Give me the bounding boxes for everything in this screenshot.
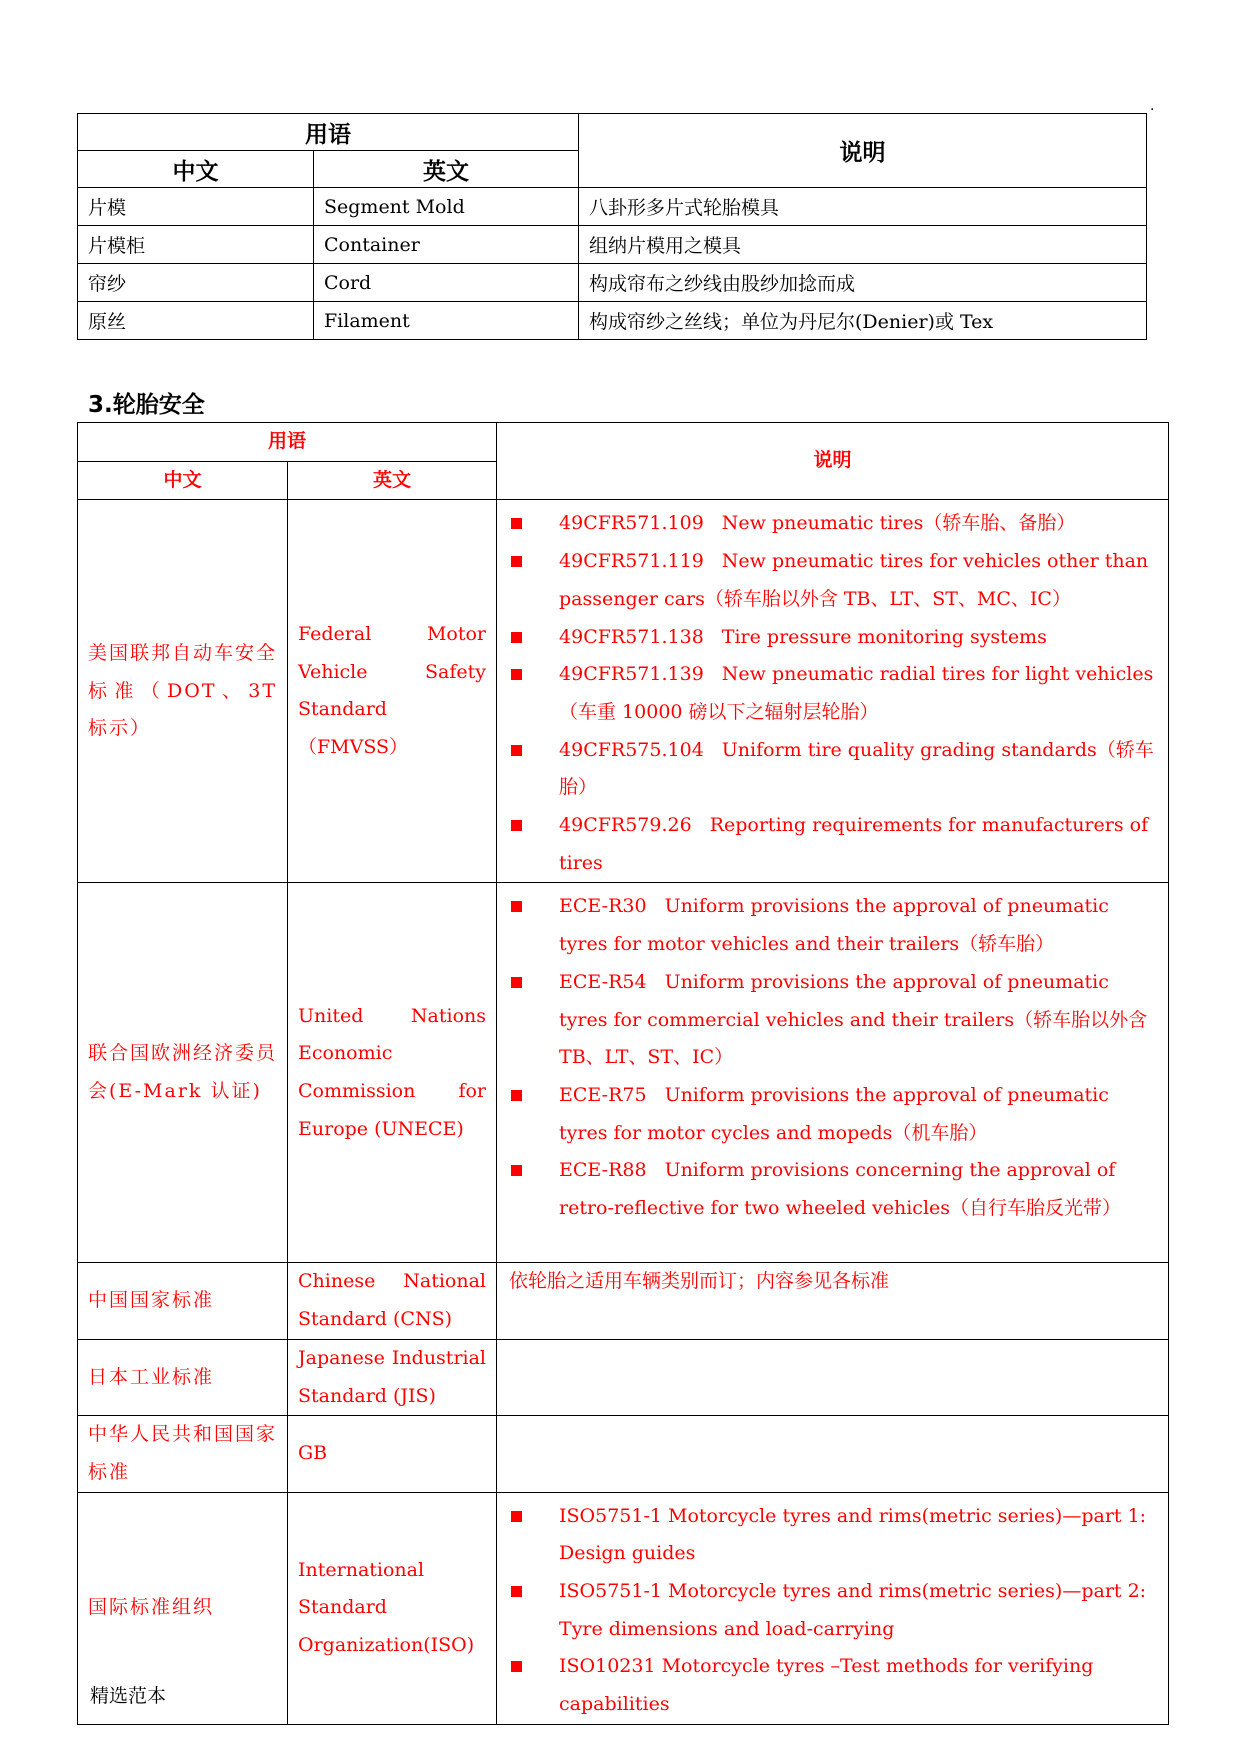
- cell-desc: 八卦形多片式轮胎模具: [579, 188, 1147, 226]
- standard-text: New pneumatic tires（轿车胎、备胎）: [721, 512, 1076, 535]
- cell-en: Segment Mold: [314, 188, 579, 226]
- cell-cn: 帘纱: [78, 264, 314, 302]
- en-line: Standard (JIS): [298, 1384, 436, 1407]
- en-line: GB: [298, 1442, 328, 1465]
- table-row: [78, 226, 1147, 264]
- cell-cn: 中华人民共和国国家标准: [78, 1416, 288, 1492]
- cell-desc: [497, 883, 1169, 1263]
- cell-desc: [497, 500, 1169, 883]
- list-item: [509, 656, 1158, 731]
- cell-en: [288, 883, 497, 1263]
- en-line: Chinese National: [298, 1270, 487, 1293]
- standards-list: [509, 505, 1158, 882]
- square-bullet-icon: [511, 901, 522, 912]
- page-footer: 精选范本: [90, 1685, 167, 1707]
- square-bullet-icon: [511, 977, 522, 988]
- list-item: [509, 505, 1158, 543]
- standard-text: ISO5751-1 Motorcycle tyres and rims(metric series)—part 1: Design guides: [559, 1504, 1147, 1565]
- standard-text: Reporting requirements for manufacturers of tires: [559, 814, 1149, 874]
- list-item: [509, 807, 1158, 882]
- standard-code: 49CFR571.119: [559, 550, 704, 573]
- table-row: [78, 883, 1169, 1263]
- header-english: 英文: [288, 461, 497, 500]
- square-bullet-icon: [511, 1661, 522, 1672]
- square-bullet-icon: [511, 820, 522, 831]
- cell-cn: 片模: [78, 188, 314, 226]
- list-item: [509, 1573, 1158, 1648]
- square-bullet-icon: [511, 745, 522, 756]
- list-item: [509, 1498, 1158, 1573]
- header-chinese: 中文: [78, 151, 314, 188]
- en-line: Economic: [298, 1042, 393, 1065]
- table-row: [78, 1339, 1169, 1415]
- section-title: 3.轮胎安全: [88, 392, 205, 418]
- standard-text: New pneumatic tires for vehicles other than passenger cars（轿车胎以外含 TB、LT、ST、MC、IC）: [559, 550, 1149, 610]
- cell-cn: 联合国欧洲经济委员会(E-Mark 认证): [78, 883, 288, 1263]
- cell-cn: 国际标准组织: [78, 1492, 288, 1724]
- en-line: Standard: [298, 1596, 387, 1619]
- cell-en: Container: [314, 226, 579, 264]
- cell-desc: 构成帘纱之丝线；单位为丹尼尔(Denier)或 Tex: [579, 302, 1147, 340]
- header-english: 英文: [314, 151, 579, 188]
- standard-code: ECE-R54: [559, 970, 647, 993]
- glossary-table: [77, 113, 1147, 340]
- standard-code: ECE-R88: [559, 1159, 647, 1182]
- square-bullet-icon: [511, 1165, 522, 1176]
- cell-en: [288, 1416, 497, 1492]
- cell-cn: 日本工业标准: [78, 1339, 288, 1415]
- cell-desc: 依轮胎之适用车辆类别而订；内容参见各标准: [497, 1263, 1169, 1339]
- square-bullet-icon: [511, 669, 522, 680]
- standard-text: Uniform provisions the approval of pneumatic tyres for motor cycles and mopeds（机车胎）: [559, 1083, 1109, 1144]
- standard-code: 49CFR579.26: [559, 814, 692, 837]
- cell-cn: 片模柜: [78, 226, 314, 264]
- list-item: [509, 619, 1158, 657]
- cell-cn: 美国联邦自动车安全标准（DOT、3T 标示）: [78, 500, 288, 883]
- table-row: [78, 500, 1169, 883]
- en-line: United Nations: [298, 1004, 487, 1027]
- standards-list: [509, 888, 1158, 1227]
- cell-cn: 原丝: [78, 302, 314, 340]
- en-line: Federal Motor: [298, 623, 487, 646]
- standard-text: ISO5751-1 Motorcycle tyres and rims(metric series)—part 2: Tyre dimensions and load-carrying: [559, 1580, 1147, 1640]
- list-item: [509, 1648, 1158, 1723]
- standard-text: Uniform provisions the approval of pneumatic tyres for motor vehicles and their trailers（轿车胎）: [559, 895, 1109, 956]
- standard-text: Uniform tire quality grading standards（轿车胎）: [559, 738, 1154, 799]
- table-row: [78, 188, 1147, 226]
- header-term: 用语: [78, 423, 497, 462]
- table-row: [78, 264, 1147, 302]
- standard-text: New pneumatic radial tires for light vehicles（车重 10000 磅以下之辐射层轮胎）: [559, 663, 1154, 723]
- standard-code: 49CFR575.104: [559, 738, 704, 761]
- cell-desc: 构成帘布之纱线由股纱加捻而成: [579, 264, 1147, 302]
- standard-code: 49CFR571.109: [559, 512, 704, 535]
- square-bullet-icon: [511, 556, 522, 567]
- en-line: International: [298, 1558, 425, 1581]
- cell-en: [288, 1492, 497, 1724]
- en-line: Commission for: [298, 1079, 487, 1102]
- header-chinese: 中文: [78, 461, 288, 500]
- en-line: Europe (UNECE): [298, 1117, 464, 1140]
- en-line: Standard （FMVSS）: [298, 698, 409, 759]
- cell-desc: 组纳片模用之模具: [579, 226, 1147, 264]
- cell-desc: [497, 1339, 1169, 1415]
- en-line: Japanese Industrial: [298, 1346, 487, 1369]
- table-row: [78, 302, 1147, 340]
- square-bullet-icon: [511, 1511, 522, 1522]
- list-item: [509, 888, 1158, 963]
- standard-text: Uniform provisions concerning the approval of retro-reflective for two wheeled vehicles（自行车胎反光带）: [559, 1159, 1122, 1220]
- header-description: 说明: [579, 114, 1147, 188]
- square-bullet-icon: [511, 1586, 522, 1597]
- cell-en: Cord: [314, 264, 579, 302]
- standards-list: [509, 1498, 1158, 1724]
- table-row: [78, 1263, 1169, 1339]
- list-item: [509, 1152, 1158, 1227]
- header-term: 用语: [78, 114, 579, 151]
- standard-text: Tire pressure monitoring systems: [721, 625, 1047, 648]
- tire-safety-table: [77, 422, 1169, 1725]
- list-item: [509, 543, 1158, 618]
- header-description: 说明: [497, 423, 1169, 500]
- cell-desc: [497, 1416, 1169, 1492]
- en-line: Vehicle Safety: [298, 660, 487, 683]
- standard-code: 49CFR571.138: [559, 625, 704, 648]
- cell-en: [288, 1263, 497, 1339]
- en-line: Organization(ISO): [298, 1634, 475, 1657]
- cell-desc: [497, 1492, 1169, 1724]
- cell-en: [288, 1339, 497, 1415]
- page-mark: .: [1150, 98, 1155, 114]
- square-bullet-icon: [511, 632, 522, 643]
- en-line: Standard (CNS): [298, 1308, 452, 1331]
- standard-code: ECE-R75: [559, 1083, 647, 1106]
- square-bullet-icon: [511, 1090, 522, 1101]
- list-item: [509, 732, 1158, 807]
- list-item: [509, 964, 1158, 1077]
- cell-en: Filament: [314, 302, 579, 340]
- square-bullet-icon: [511, 518, 522, 529]
- standard-text: Uniform provisions the approval of pneumatic tyres for commercial vehicles and their trailers（轿车胎以外含 TB、LT、ST、IC）: [559, 970, 1148, 1069]
- cell-en: [288, 500, 497, 883]
- standard-code: 49CFR571.139: [559, 663, 704, 686]
- standard-code: ECE-R30: [559, 895, 647, 918]
- cell-cn: 中国国家标准: [78, 1263, 288, 1339]
- table-row: [78, 1492, 1169, 1724]
- table-row: [78, 1416, 1169, 1492]
- standard-text: ISO10231 Motorcycle tyres –Test methods for verifying capabilities: [559, 1655, 1094, 1716]
- list-item: [509, 1077, 1158, 1152]
